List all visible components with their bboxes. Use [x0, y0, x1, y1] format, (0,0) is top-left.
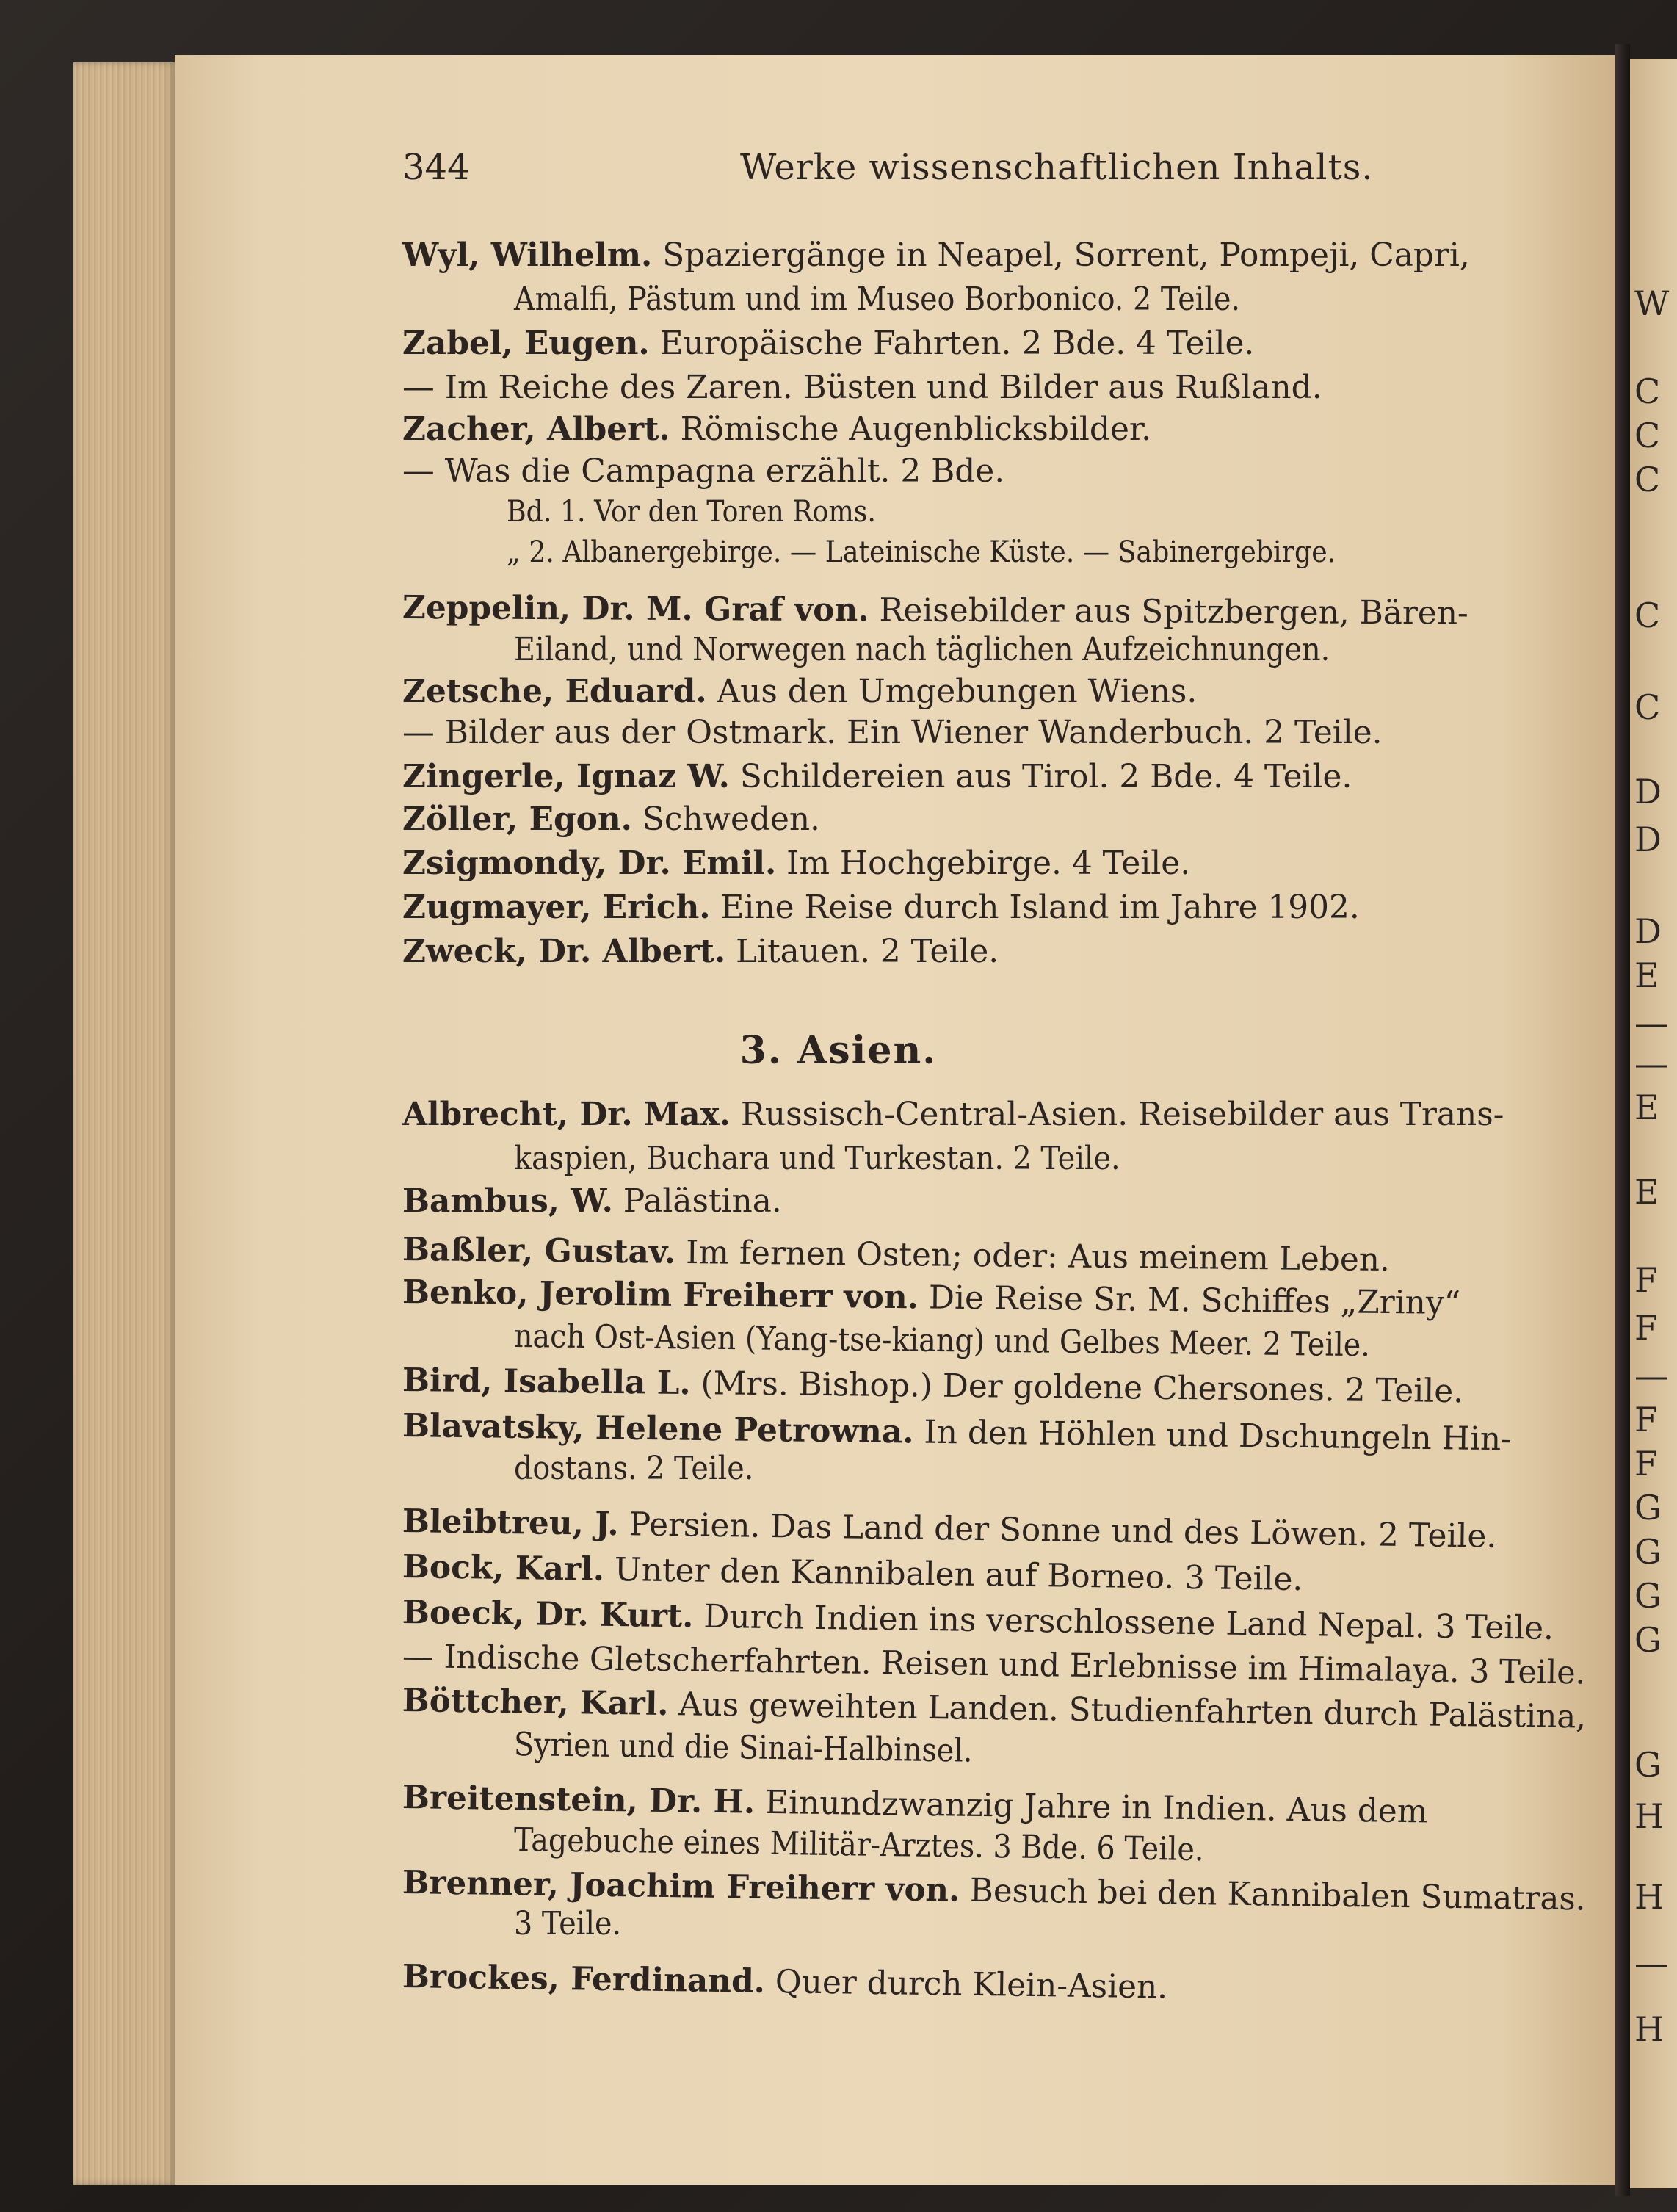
- entry-author: Zugmayer, Erich.: [402, 889, 711, 926]
- entry-author: Böttcher, Karl.: [402, 1682, 669, 1724]
- facing-page-edge: [1630, 59, 1677, 2188]
- facing-page-fragment: C: [1634, 687, 1661, 727]
- facing-page-fragment: F: [1634, 1444, 1658, 1483]
- entry-title: Aus den Umgebungen Wiens.: [717, 673, 1198, 710]
- entry-author: Benko, Jerolim Freiherr von.: [402, 1273, 919, 1317]
- entry-title: Litauen. 2 Teile.: [735, 933, 999, 970]
- book-page-edges: [73, 62, 176, 2185]
- facing-page-fragment: E: [1634, 955, 1659, 995]
- facing-page-fragment: G: [1634, 1745, 1662, 1785]
- facing-page-fragment: —: [1634, 1044, 1668, 1083]
- entry-line: [402, 1093, 1586, 1137]
- entry-continuation: Tagebuche eines Militär-Arztes. 3 Bde. 6 Teile.: [513, 1821, 1204, 1869]
- entry-title: Römische Augenblicksbilder.: [680, 411, 1151, 448]
- entry-author: Breitenstein, Dr. H.: [402, 1779, 756, 1821]
- entry-title: Spaziergänge in Neapel, Sorrent, Pompeji, Capri,: [662, 236, 1470, 274]
- facing-page-fragment: C: [1634, 460, 1661, 499]
- entry-title: Die Reise Sr. M. Schiffes „Zriny“: [928, 1279, 1461, 1323]
- entry-line: — Was die Campagna erzählt. 2 Bde.: [402, 452, 1005, 490]
- entry-title: Im Hochgebirge. 4 Teile.: [786, 845, 1191, 882]
- entry-line: [402, 1179, 1586, 1224]
- facing-page-fragment: —: [1634, 1356, 1668, 1395]
- entry-title: Unter den Kannibalen auf Borneo. 3 Teile.: [614, 1551, 1303, 1599]
- entry-line: — Im Reiche des Zaren. Büsten und Bilder aus Rußland.: [402, 369, 1322, 406]
- entry-author: Brenner, Joachim Freiherr von.: [402, 1864, 960, 1909]
- volume-line: „ 2. Albanergebirge. — Lateinische Küste. — Sabinergebirge.: [507, 535, 1336, 569]
- entry-title: In den Höhlen und Dschungeln Hin-: [924, 1413, 1513, 1459]
- entry-line: [402, 670, 1586, 714]
- facing-page-fragment: E: [1634, 1172, 1659, 1212]
- entry-title: Durch Indien ins verschlossene Land Nepal. 3 Teile.: [703, 1597, 1554, 1647]
- section-heading: 3. Asien.: [739, 1028, 938, 1073]
- entry-line: [402, 842, 1586, 886]
- entry-title: Im fernen Osten; oder: Aus meinem Leben.: [685, 1234, 1391, 1279]
- facing-page-fragment: F: [1634, 1260, 1658, 1300]
- facing-page-fragment: W: [1634, 283, 1670, 323]
- entry-author: Boeck, Dr. Kurt.: [402, 1594, 694, 1635]
- facing-page-fragment: H: [1634, 2009, 1665, 2049]
- entry-continuation: Amalfi, Pästum und im Museo Borbonico. 2 Teile.: [514, 281, 1241, 318]
- entry-continuation: Eiland, und Norwegen nach täglichen Aufzeichnungen.: [514, 631, 1330, 668]
- facing-page-fragment: D: [1634, 911, 1662, 951]
- facing-page-fragment: F: [1634, 1308, 1658, 1348]
- entry-author: Zabel, Eugen.: [402, 325, 650, 362]
- entry-author: Bambus, W.: [402, 1182, 613, 1220]
- entry-continuation: kaspien, Buchara und Turkestan. 2 Teile.: [514, 1140, 1120, 1177]
- entry-title: Persien. Das Land der Sonne und des Löwen. 2 Teile.: [629, 1506, 1497, 1555]
- facing-page-fragment: C: [1634, 372, 1661, 411]
- entry-author: Zöller, Egon.: [402, 800, 632, 838]
- facing-page-fragment: —: [1634, 1943, 1668, 1983]
- entry-continuation: dostans. 2 Teile.: [514, 1450, 754, 1487]
- entry-line: — Indische Gletscherfahrten. Reisen und Erlebnisse im Himalaya. 3 Teile.: [402, 1638, 1586, 1692]
- facing-page-fragment: C: [1634, 596, 1661, 635]
- entry-title: Schweden.: [642, 800, 820, 838]
- entry-line: [402, 408, 1586, 452]
- entry-continuation: Syrien und die Sinai-Halbinsel.: [513, 1726, 973, 1770]
- entry-author: Bleibtreu, J.: [402, 1503, 620, 1544]
- entry-title: (Mrs. Bishop.) Der goldene Chersones. 2 Teile.: [700, 1365, 1464, 1411]
- entry-line: [402, 930, 1586, 974]
- entry-title: Reisebilder aus Spitzbergen, Bären-: [879, 591, 1468, 632]
- entry-line: [402, 234, 1586, 278]
- entry-title: Einundzwanzig Jahre in Indien. Aus dem: [764, 1783, 1428, 1831]
- volume-line: Bd. 1. Vor den Toren Roms.: [507, 495, 876, 529]
- facing-page-fragment: G: [1634, 1532, 1662, 1572]
- facing-page-fragment: C: [1634, 416, 1661, 455]
- entry-line: [402, 755, 1586, 799]
- entry-line: [402, 886, 1586, 930]
- running-head: Werke wissenschaftlichen Inhalts.: [740, 147, 1374, 188]
- entry-author: Bock, Karl.: [402, 1548, 605, 1588]
- entry-line: [402, 322, 1586, 366]
- entry-author: Brockes, Ferdinand.: [402, 1958, 766, 2000]
- entry-title: Aus geweihten Landen. Studienfahrten durch Palästina,: [678, 1685, 1587, 1736]
- entry-title: Palästina.: [623, 1182, 782, 1220]
- facing-page-fragment: H: [1634, 1877, 1665, 1917]
- facing-page-fragment: D: [1634, 820, 1662, 859]
- book-gutter: [1615, 44, 1630, 2196]
- entry-line: — Bilder aus der Ostmark. Ein Wiener Wanderbuch. 2 Teile.: [402, 714, 1383, 751]
- facing-page-fragment: E: [1634, 1088, 1659, 1127]
- entry-author: Blavatsky, Helene Petrowna.: [402, 1407, 914, 1451]
- entry-title: Eine Reise durch Island im Jahre 1902.: [720, 889, 1360, 926]
- entry-line: [402, 798, 1586, 842]
- facing-page-fragment: G: [1634, 1488, 1662, 1528]
- entry-author: Baßler, Gustav.: [402, 1231, 676, 1271]
- facing-page-fragment: H: [1634, 1796, 1665, 1836]
- entry-author: Wyl, Wilhelm.: [402, 236, 653, 274]
- entry-author: Zeppelin, Dr. M. Graf von.: [402, 589, 869, 629]
- facing-page-fragment: G: [1634, 1620, 1662, 1660]
- entry-author: Zetsche, Eduard.: [402, 673, 707, 710]
- entry-continuation: 3 Teile.: [514, 1905, 622, 1942]
- entry-title: Quer durch Klein-Asien.: [775, 1963, 1168, 2006]
- entry-title: Russisch-Central-Asien. Reisebilder aus Trans-: [740, 1096, 1504, 1133]
- entry-title: Schildereien aus Tirol. 2 Bde. 4 Teile.: [739, 758, 1352, 795]
- facing-page-fragment: G: [1634, 1576, 1662, 1616]
- entry-author: Zweck, Dr. Albert.: [402, 933, 726, 970]
- entry-author: Bird, Isabella L.: [402, 1362, 691, 1403]
- facing-page-fragment: D: [1634, 772, 1662, 812]
- entry-author: Zingerle, Ignaz W.: [402, 758, 730, 795]
- entry-title: Besuch bei den Kannibalen Sumatras.: [969, 1871, 1586, 1918]
- entry-title: Europäische Fahrten. 2 Bde. 4 Teile.: [659, 325, 1255, 362]
- facing-page-fragment: —: [1634, 1003, 1668, 1043]
- page-number: 344: [402, 147, 470, 188]
- entry-author: Zacher, Albert.: [402, 411, 670, 448]
- entry-author: Zsigmondy, Dr. Emil.: [402, 845, 777, 882]
- facing-page-fragment: F: [1634, 1400, 1658, 1439]
- entry-author: Albrecht, Dr. Max.: [402, 1096, 731, 1133]
- entry-continuation: nach Ost-Asien (Yang-tse-kiang) und Gelbes Meer. 2 Teile.: [513, 1318, 1371, 1365]
